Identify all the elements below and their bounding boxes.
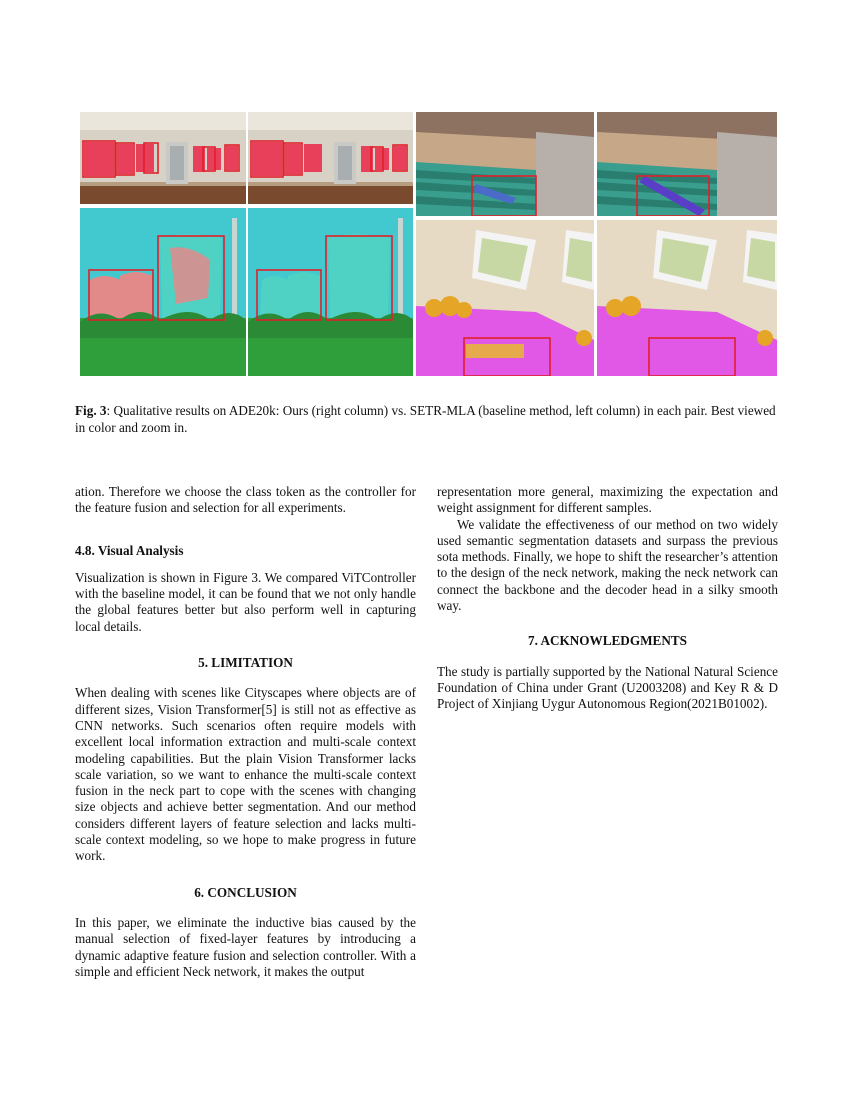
paragraph: representation more general, maximizing the expectation and weight assignment for different samples. <box>437 484 778 516</box>
panel-auditorium-ours <box>597 112 777 216</box>
section-heading-7: 7. ACKNOWLEDGMENTS <box>527 633 687 649</box>
figure-3 <box>80 112 777 376</box>
paragraph: Visualization is shown in Figure 3. We compared ViTController with the baseline model, it can be found that we not only handle the global features better but also perform well in capturing local details. <box>75 569 416 634</box>
panel-bedroom-baseline <box>416 220 594 376</box>
caption-text: : Qualitative results on ADE20k: Ours (right column) vs. SETR-MLA (baseline method, left column) in each pair. Best viewed in color and zoom in. <box>75 403 776 435</box>
section-heading-6: 6. CONCLUSION <box>194 884 297 900</box>
panel-gallery-baseline <box>80 112 246 204</box>
paragraph: We validate the effectiveness of our method on two widely used semantic segmentation datasets and surpass the previous sota methods. Finally, we hope to shift the researcher’s attention to the design of the neck network, making the neck network can connect the backbone and the decoder head in a silky smooth way. <box>437 516 778 614</box>
section-heading-5: 5. LIMITATION <box>198 655 293 671</box>
section-heading-4-8: 4.8. Visual Analysis <box>75 542 184 558</box>
paragraph: ation. Therefore we choose the class token as the controller for the feature fusion and selection for all experiments. <box>75 484 416 516</box>
figure-label: Fig. 3 <box>75 403 107 418</box>
panel-gallery-ours <box>248 112 413 204</box>
panel-towers-baseline <box>80 208 246 376</box>
right-column <box>437 484 778 713</box>
paragraph: When dealing with scenes like Cityscapes where objects are of different sizes, Vision Transformer[5] is still not as effective as CNN networks. Such scenarios often require models with excellent local information extraction and multi-scale context modeling capabilities. But the plain Vision Transformer lacks scale variation, so we want to enhance the multi-scale context fusion in the neck part to cope with the scenes with changing size objects and achieve better segmentation. And our method considers different layers of feature selection and lacks multi-scale context modeling, so we hope to make progress in future work. <box>75 685 416 864</box>
panel-towers-ours <box>248 208 413 376</box>
panel-bedroom-ours <box>597 220 777 376</box>
painting-mask <box>84 142 114 176</box>
paragraph: In this paper, we eliminate the inductive bias caused by the manual selection of fixed-layer features by introducing a dynamic adaptive feature fusion and selection controller. With a simple and efficient Neck network, it makes the output <box>75 914 416 979</box>
figure-caption <box>75 402 780 436</box>
panel-auditorium-baseline <box>416 112 594 216</box>
left-column <box>75 484 416 980</box>
paragraph: The study is partially supported by the National Natural Science Foundation of China under Grant (U2003208) and Key R & D Project of Xinjiang Uygur Autonomous Region(2021B01002). <box>437 663 778 712</box>
